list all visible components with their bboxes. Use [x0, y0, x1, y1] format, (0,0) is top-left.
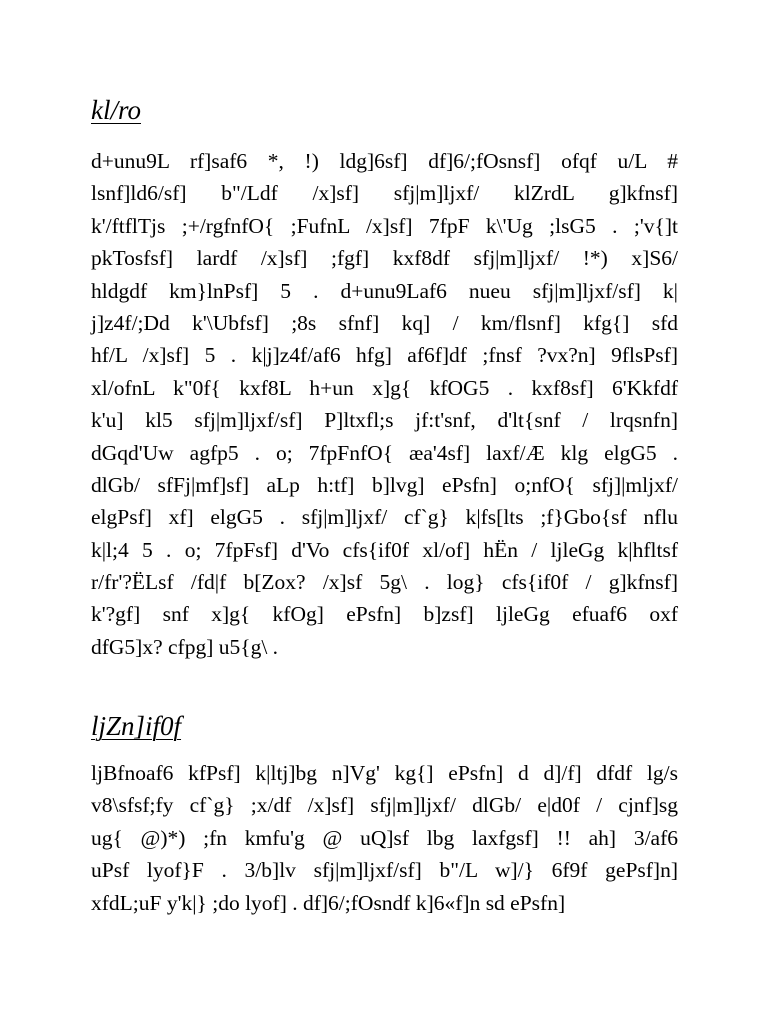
text-line: uPsf lyof}F . 3/b]lv sfj|m]ljxf/sf] b"/L w]/} 6f9f gePsf]n] — [91, 858, 678, 883]
text-line: dlGb/ sfFj|mf]sf] aLp h:tf] b]lvg] ePsfn] o;nfO{ sfj]|mljxf/ — [91, 472, 678, 497]
text-line: hf/L /x]sf] 5 . k|j]z4f/af6 hfg] af6f]df ;fnsf ?vx?n] 9flsPsf] — [91, 343, 678, 368]
text-line: k'u] kl5 sfj|m]ljxf/sf] P]ltxfl;s jf:t'snf, d'lt{snf / lrqsnfn] — [91, 408, 678, 433]
text-line: ug{ @)*) ;fn kmfu'g @ uQ]sf lbg laxfgsf] !! ah] 3/af6 — [91, 825, 678, 850]
text-line: k'/ftflTjs ;+/rgfnfO{ ;FufnL /x]sf] 7fpF k\'Ug ;lsG5 . ;'v{]t — [91, 213, 678, 238]
text-line: v8\sfsf;fy cf`g} ;x/df /x]sf] sfj|m]ljxf/ dlGb/ e|d0f / cjnf]sg — [91, 793, 678, 818]
text-line: ljBfnoaf6 kfPsf] k|ltj]bg n]Vg' kg{] ePsfn] d d]/f] dfdf lg/s — [91, 761, 678, 785]
text-line: lsnf]ld6/sf] b"/Ldf /x]sf] sfj|m]ljxf/ klZrdL g]kfnsf] — [91, 181, 678, 206]
text-line: elgPsf] xf] elgG5 . sfj|m]ljxf/ cf`g} k|fs[lts ;f}Gbo{sf nflu — [91, 505, 678, 530]
section-paragraph-analysis — [91, 757, 678, 919]
section-heading-analysis: ljZn]if0f — [91, 711, 182, 741]
text-line: hldgdf km}lnPsf] 5 . d+unu9Laf6 nueu sfj|m]ljxf/sf] k| — [91, 278, 678, 303]
text-line: d+unu9L rf]saf6 *, !) ldg]6sf] df]6/;fOsnsf] ofqf u/L # — [91, 149, 678, 173]
section-heading-introduction: kl/ro — [91, 95, 141, 125]
text-line: dfG5]x? cfpg] u5{g\ . — [91, 634, 279, 659]
text-line: pkTosfsf] lardf /x]sf] ;fgf] kxf8df sfj|m]ljxf/ !*) x]S6/ — [91, 246, 678, 271]
text-line: j]z4f/;Dd k'\Ubfsf] ;8s sfnf] kq] / km/flsnf] kfg{] sfd — [91, 310, 678, 335]
text-line: xfdL;uF y'k|} ;do lyof] . df]6/;fOsndf k]6«f]n sd ePsfn] — [91, 890, 566, 915]
text-line: k'?gf] snf x]g{ kfOg] ePsfn] b]zsf] ljleGg efuaf6 oxf — [91, 602, 678, 627]
section-paragraph-introduction — [91, 145, 678, 663]
text-line: dGqd'Uw agfp5 . o; 7fpFnfO{ æa'4sf] laxf/Æ klg elgG5 . — [91, 440, 678, 465]
text-line: r/fr'?ËLsf /fd|f b[Zox? /x]sf 5g\ . log} cfs{if0f / g]kfnsf] — [91, 570, 678, 595]
text-line: k|l;4 5 . o; 7fpFsf] d'Vo cfs{if0f xl/of] hËn / ljleGg k|hfltsf — [91, 537, 678, 562]
text-line: xl/ofnL k"0f{ kxf8L h+un x]g{ kfOG5 . kxf8sf] 6'Kkfdf — [91, 375, 678, 400]
